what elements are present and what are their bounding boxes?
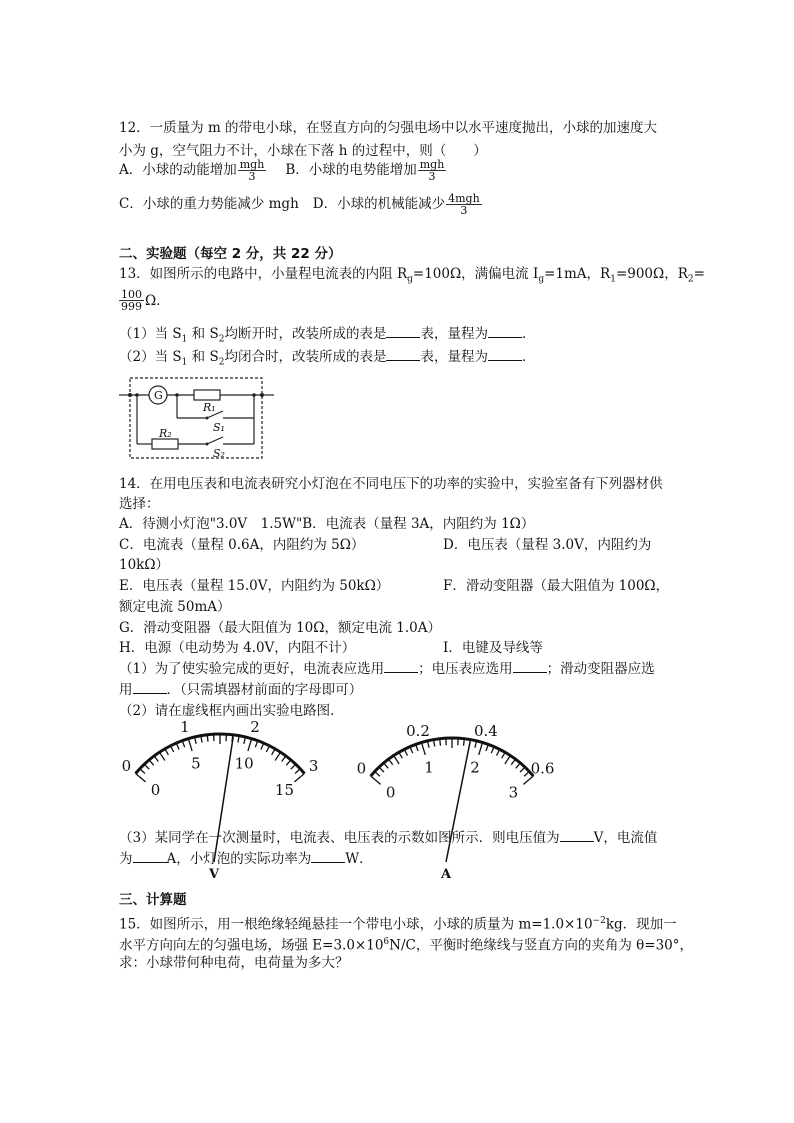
inner-scale-label: 1 [424,758,434,777]
q14-sub3-line2: 为 A，小灯泡的实际功率为 W． [119,851,373,867]
answer-blank [560,829,594,842]
meter-name: A [440,867,452,882]
dial-tick [497,749,500,755]
inner-scale-label: 3 [508,783,519,802]
q15-line3: 求：小球带何种电荷，电荷量为多大？ [119,955,349,971]
section2-title: 二、实验题（每空 2 分，共 22 分） [119,246,342,262]
dial-tick [399,752,403,758]
dial-tick [295,769,300,774]
dial-tick [404,749,407,755]
q14-option-f: F．滑动变阻器（最大阻值为 100Ω， [443,578,670,594]
dial-tick [394,756,400,764]
dial-tick [136,773,146,781]
q13-circuit-diagram [119,376,274,462]
q13-stem-line1: 13．如图所示的电路中，小量程电流表的内阻 $R_g=100\Omega$，满偏电流 $I_g=1mA$，$R_1=900\Omega$，$R_2=$ [119,266,705,285]
dial-tick [379,767,384,772]
answer-blank [488,325,522,338]
dial-tick [149,760,154,765]
inner-scale-label: 0 [385,783,396,802]
answer-blank [133,681,167,694]
inner-scale-label: 15 [274,781,295,800]
meter-name: V [208,867,220,882]
q12-option-d-fraction: $\frac{\text{4mgh}}{3}$ [448,191,480,217]
dial-tick [524,771,529,776]
dial-tick [375,771,380,776]
q14-option-e: E．电压表（量程 15.0V，内阻约为 50kΩ） [119,578,390,594]
q14-sub1-line2: 用 ．（只需填器材前面的字母即可） [119,682,363,698]
outer-scale-label: 0 [356,759,367,778]
dial-tick [371,776,381,784]
dial-tick [291,764,296,769]
q12-stem-line2: 小为 g，空气阻力不计，小球在下落 h 的过程中，则（ ） [119,143,487,159]
dial-tick [207,735,208,742]
q14-option-f-cont: 额定电流 50mA） [119,599,231,615]
outer-scale-label: 2 [250,718,260,737]
q14-stem-line2: 选择： [119,496,160,512]
q14-option-d: D．电压表（量程 3.0V，内阻约为 [443,537,652,553]
q12-option-c: C．小球的重力势能减少 mgh [119,196,299,212]
q12-option-b-fraction: $\frac{\text{mgh}}{3}$ [419,157,445,183]
answer-blank [386,325,420,338]
dial-tick [275,752,281,760]
inner-scale-label: 5 [191,754,201,773]
r2-label: R₂ [159,427,172,440]
s2-label: S₂ [213,447,225,460]
answer-blank [488,348,522,361]
dial-tick [272,749,276,755]
q14-option-g: G．滑动变阻器（最大阻值为 10Ω，额定电流 1.0A） [119,620,441,636]
q12-option-b: B．小球的电势能增加 [285,162,417,178]
dial-tick [140,769,145,774]
q12-options-cd [119,184,483,224]
q14-sub3-line1: （3）某同学在一次测量时，电流表、电压表的示数如图所示．则电压值为 V，电流值 [119,830,658,846]
dial-tick [384,763,389,768]
answer-blank [386,348,420,361]
dial-tick [502,752,506,758]
dial-tick [294,773,304,781]
q13-sub1: （1）当 $S_1$ 和 $S_2$均断开时，改装所成的表是 表，量程为 ． [119,326,536,345]
outer-scale-label: 0.2 [406,721,430,740]
r1-label: R₁ [203,401,216,414]
q14-option-i: I．电键及导线等 [443,640,543,656]
section3-title: 三、计算题 [119,892,187,908]
inner-scale-label: 2 [470,758,480,777]
q12-option-d: D．小球的机械能减少 [312,196,446,212]
q14-option-h: H．电源（电动势为 4.0V，内阻不计） [119,640,356,656]
outer-scale-label: 0.4 [474,721,498,740]
q14-option-ab: A．待测小灯泡"3.0V 1.5W"B．电流表（量程 3A，内阻约为 1Ω） [119,516,535,532]
q15-line1: 15．如图所示，用一根绝缘轻绳悬挂一个带电小球，小球的质量为 $m=1.0\times 10^{-2}kg$．现加一 [119,916,677,933]
outer-scale-label: 1 [180,718,190,737]
dial-tick [389,759,393,765]
q12-stem-line1: 12．一质量为 m 的带电小球，在竖直方向的匀强电场中以水平速度抛出，小球的加速度大 [119,120,658,136]
outer-scale-label: 0 [121,756,132,775]
dial-tick [464,739,465,746]
q13-sub2: （2）当 $S_1$ 和 $S_2$均闭合时，改装所成的表是 表，量程为 ． [119,349,536,368]
dial-tick [159,752,165,760]
answer-blank [133,850,167,863]
q14-option-d-cont: 10kΩ） [119,557,170,573]
q14-option-c: C．电流表（量程 0.6A，内阻约为 5Ω） [119,537,365,553]
dial-tick [516,763,521,768]
dial-tick [511,759,515,765]
outer-scale-label: 0.6 [530,759,555,778]
dial-tick [479,742,483,754]
inner-scale-label: 10 [234,754,254,773]
answer-blank [311,850,345,863]
inner-scale-label: 0 [150,781,161,800]
answer-blank [513,660,547,673]
dial-tick [171,746,174,752]
dial-tick [520,767,525,772]
dial-tick [286,760,291,765]
q14-sub2: （2）请在虚线框内画出实验电路图． [119,703,344,719]
dial-tick [154,756,158,762]
outer-scale-label: 3 [308,756,319,775]
q14-stem-line1: 14．在用电压表和电流表研究小灯泡在不同电压下的功率的实验中，实验室备有下列器材供 [119,476,663,492]
dial-tick [440,739,441,746]
answer-blank [384,660,418,673]
q12-option-a-fraction: $\frac{\text{mgh}}{3}$ [239,157,265,183]
q15-line2: 水平方向向左的匀强电场，场强 $E=3.0\times 10^6N/C$，平衡时绝缘线与竖直方向的夹角为 θ=30°， [119,937,694,954]
dial-tick [248,739,252,751]
q14-sub1-line1: （1）为了使实验完成的更好，电流表应选用 ；电压表应选用 ；滑动变阻器应选 [119,661,655,677]
dial-tick [188,739,192,751]
q12-option-a: A．小球的动能增加 [119,162,237,178]
dial-tick [505,756,511,764]
dial-tick [422,742,426,754]
galvanometer-label: G [154,389,163,402]
dial-tick [266,746,269,752]
ammeter-dial [357,722,555,882]
dial-tick [144,764,149,769]
q13-r2-value: $\frac{100}{999}$ Ω． [121,288,170,313]
dial-tick [282,756,286,762]
dial-tick [165,749,169,755]
s1-label: S₁ [213,421,225,434]
